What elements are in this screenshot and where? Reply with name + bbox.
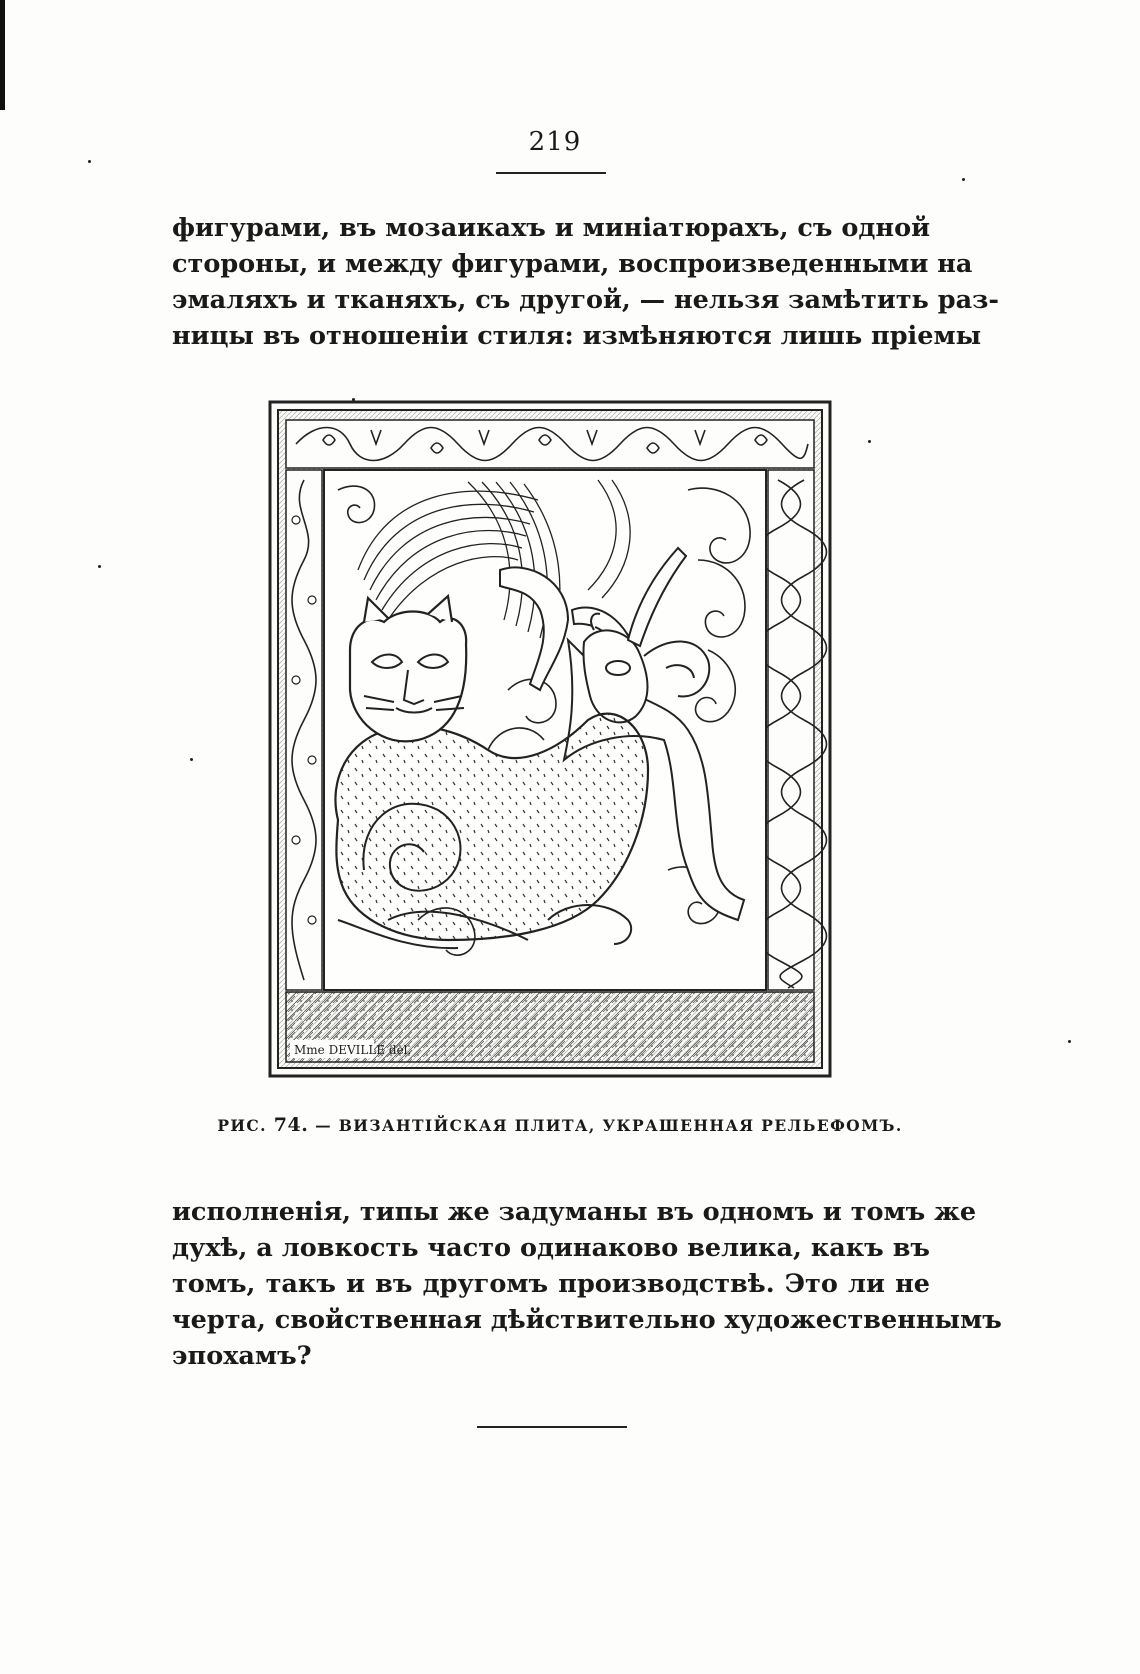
caption-number: 74. <box>273 1114 309 1136</box>
text-line: эпохамъ? <box>172 1341 312 1371</box>
caption-label: РИС. <box>217 1116 267 1135</box>
figure-signature: Mme DEVILLE del. <box>294 1043 412 1057</box>
text-line: стороны, и между фигурами, воспроизведенными на <box>172 249 973 279</box>
figure-byzantine-plaque <box>268 400 834 1080</box>
caption-text: — ВИЗАНТІЙСКАЯ ПЛИТА, УКРАШЕННАЯ РЕЛЬЕФОМЪ. <box>315 1116 903 1135</box>
page-number-rule <box>496 172 606 174</box>
scan-speck <box>98 565 101 568</box>
figure-caption <box>180 1114 940 1136</box>
page-number: 219 <box>528 127 582 157</box>
end-rule <box>477 1426 627 1428</box>
text-line: духѣ, а ловкость часто одинаково велика, какъ въ <box>172 1233 930 1263</box>
text-line: исполненія, типы же задуманы въ одномъ и томъ же <box>172 1197 977 1227</box>
text-line: томъ, такъ и въ другомъ производствѣ. Это ли не <box>172 1269 930 1299</box>
scan-speck <box>190 758 193 761</box>
text-line: эмаляхъ и тканяхъ, съ другой, — нельзя замѣтить раз- <box>172 285 999 315</box>
text-line: ницы въ отношеніи стиля: измѣняются лишь пріемы <box>172 321 982 351</box>
scan-speck <box>88 160 91 163</box>
text-line: фигурами, въ мозаикахъ и миніатюрахъ, съ одной <box>172 213 930 243</box>
scan-speck <box>868 440 871 443</box>
scan-speck <box>1068 1040 1071 1043</box>
scan-speck <box>962 178 965 181</box>
page-edge-shadow <box>0 0 5 110</box>
paragraph-bottom <box>172 1194 1002 1374</box>
paragraph-top <box>172 210 999 354</box>
text-line: черта, свойственная дѣйствительно художественнымъ <box>172 1305 1002 1335</box>
